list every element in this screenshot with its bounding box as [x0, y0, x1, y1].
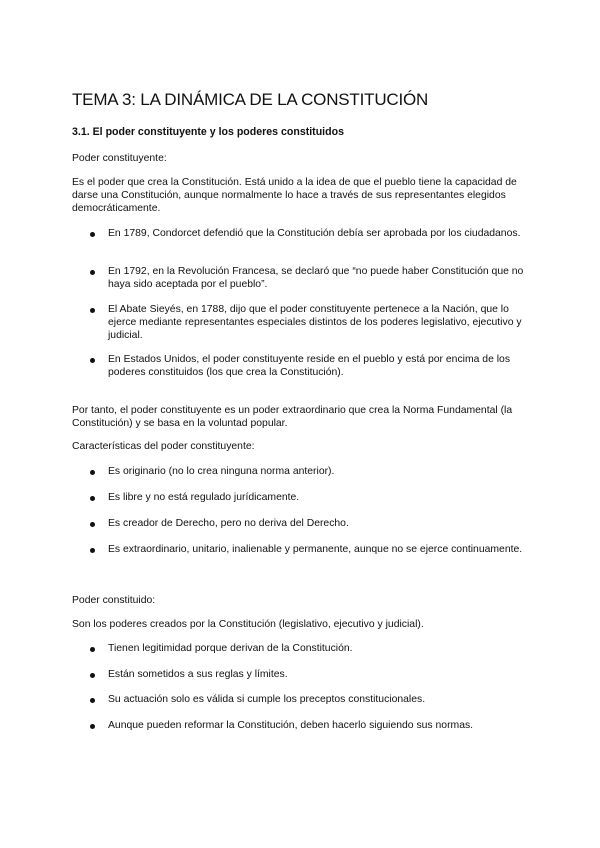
list-item-text: Es originario (no lo crea ninguna norma anterior). — [108, 466, 335, 477]
section-heading: 3.1. El poder constituyente y los poderes constituidos — [72, 126, 344, 138]
list-item — [108, 304, 528, 342]
bullet-icon — [90, 358, 95, 363]
list-item — [108, 354, 528, 380]
bullet-icon — [90, 470, 95, 475]
bullet-icon — [90, 647, 95, 652]
list-item — [108, 492, 528, 505]
bullet-icon — [90, 496, 95, 501]
constituyente-label: Poder constituyente: — [72, 153, 167, 164]
list-item-text: En Estados Unidos, el poder constituyente reside en el pueblo y está por encima de los poderes constituidos (los que crea la Constitución). — [108, 354, 511, 378]
list-item — [108, 720, 528, 733]
bullet-icon — [90, 308, 95, 313]
list-item-text: Su actuación solo es válida si cumple los preceptos constitucionales. — [108, 694, 426, 705]
document-title: TEMA 3: LA DINÁMICA DE LA CONSTITUCIÓN — [72, 90, 429, 109]
constituyente-definition: Es el poder que crea la Constitución. Está unido a la idea de que el pueblo tiene la capacidad de darse una Constitución, aunque normalmente lo hace a través de sus representantes elegidos democráticamente. — [72, 177, 517, 214]
list-item-text: Es libre y no está regulado jurídicamente. — [108, 492, 300, 503]
list-item — [108, 266, 528, 292]
list-item-text: Es creador de Derecho, pero no deriva del Derecho. — [108, 518, 349, 529]
list-item-text: Es extraordinario, unitario, inalienable y permanente, aunque no se ejerce continuamente. — [108, 544, 523, 555]
conclusion-paragraph: Por tanto, el poder constituyente es un poder extraordinario que crea la Norma Fundamental (la Constitución) y se basa en la voluntad popular. — [72, 405, 513, 429]
bullet-icon — [90, 673, 95, 678]
list-item-text: El Abate Sieyés, en 1788, dijo que el poder constituyente pertenece a la Nación, que lo ejerce mediante representantes especiales distintos de los poderes legislativo, ejecutivo y judicial. — [108, 304, 522, 341]
list-item-text: En 1792, en la Revolución Francesa, se declaró que “no puede haber Constitución que no haya sido aceptada por el pueblo”. — [108, 266, 524, 290]
bullet-icon — [90, 522, 95, 527]
characteristics-label: Características del poder constituyente: — [72, 441, 255, 452]
bullet-icon — [90, 232, 95, 237]
list-item — [108, 518, 528, 531]
list-item — [108, 544, 528, 557]
list-item — [108, 228, 528, 241]
bullet-icon — [90, 548, 95, 553]
bullet-icon — [90, 698, 95, 703]
list-item-text: Tienen legitimidad porque derivan de la Constitución. — [108, 643, 353, 654]
bullet-icon — [90, 270, 95, 275]
list-item — [108, 466, 528, 479]
constituido-definition: Son los poderes creados por la Constitución (legislativo, ejecutivo y judicial). — [72, 619, 424, 630]
constituido-label: Poder constituido: — [72, 595, 156, 606]
bullet-icon — [90, 724, 95, 729]
list-item — [108, 694, 528, 707]
list-item — [108, 669, 528, 682]
list-item-text: En 1789, Condorcet defendió que la Constitución debía ser aprobada por los ciudadanos. — [108, 228, 521, 239]
list-item-text: Aunque pueden reformar la Constitución, deben hacerlo siguiendo sus normas. — [108, 720, 474, 731]
list-item — [108, 643, 528, 656]
list-item-text: Están sometidos a sus reglas y límites. — [108, 669, 288, 680]
